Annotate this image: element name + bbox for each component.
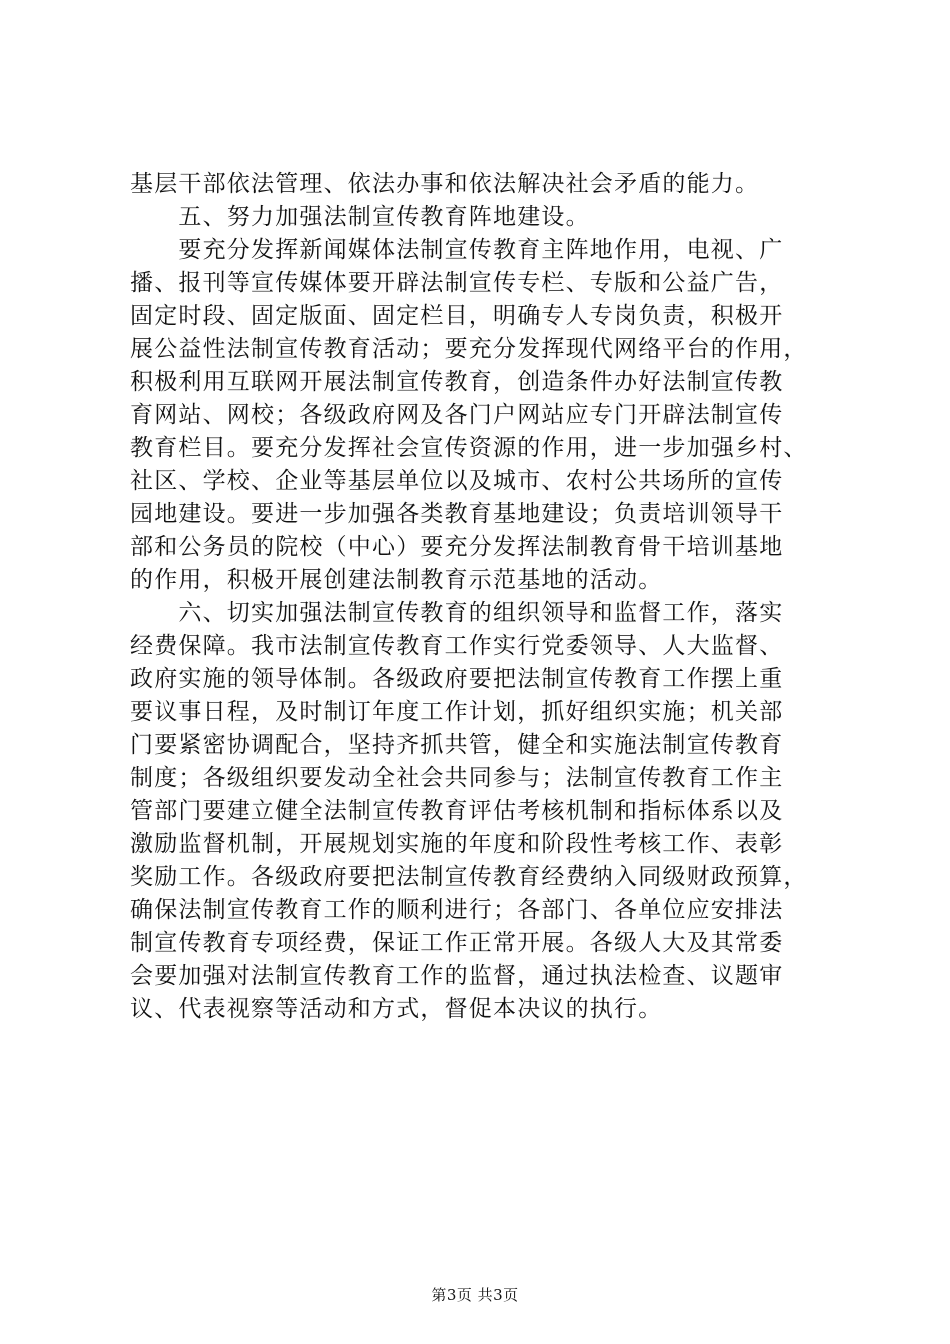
text-line: 园地建设。要进一步加强各类教育基地建设；负责培训领导干 (130, 501, 784, 527)
text-line: 展公益性法制宣传教育活动；要充分发挥现代网络平台的作用， (130, 336, 808, 362)
text-line: 要充分发挥新闻媒体法制宣传教育主阵地作用，电视、广 (130, 237, 784, 263)
text-line: 制度；各级组织要发动全社会共同参与；法制宣传教育工作主 (130, 765, 784, 791)
text-line: 教育栏目。要充分发挥社会宣传资源的作用，进一步加强乡村、 (130, 435, 808, 461)
text-line: 议、代表视察等活动和方式，督促本决议的执行。 (130, 996, 663, 1022)
text-line: 奖励工作。各级政府要把法制宣传教育经费纳入同级财政预算， (130, 864, 808, 890)
text-line: 部和公务员的院校（中心）要充分发挥法制教育骨干培训基地 (130, 534, 784, 560)
section-heading-6: 六、切实加强法制宣传教育的组织领导和监督工作，落实 (130, 600, 784, 626)
document-body (130, 168, 834, 1026)
text-line: 社区、学校、企业等基层单位以及城市、农村公共场所的宣传 (130, 468, 784, 494)
text-line: 经费保障。我市法制宣传教育工作实行党委领导、人大监督、 (130, 633, 784, 659)
text-line: 门要紧密协调配合，坚持齐抓共管，健全和实施法制宣传教育 (130, 732, 784, 758)
text-line: 积极利用互联网开展法制宣传教育，创造条件办好法制宣传教 (130, 369, 784, 395)
text-line: 播、报刊等宣传媒体要开辟法制宣传专栏、专版和公益广告， (130, 270, 784, 296)
text-line: 要议事日程，及时制订年度工作计划，抓好组织实施；机关部 (130, 699, 784, 725)
text-line: 政府实施的领导体制。各级政府要把法制宣传教育工作摆上重 (130, 666, 784, 692)
text-line: 会要加强对法制宣传教育工作的监督，通过执法检查、议题审 (130, 963, 784, 989)
text-line: 制宣传教育专项经费，保证工作正常开展。各级人大及其常委 (130, 930, 784, 956)
text-line: 固定时段、固定版面、固定栏目，明确专人专岗负责，积极开 (130, 303, 784, 329)
text-line: 育网站、网校；各级政府网及各门户网站应专门开辟法制宣传 (130, 402, 784, 428)
text-line: 激励监督机制，开展规划实施的年度和阶段性考核工作、表彰 (130, 831, 784, 857)
page-number-footer: 第3页 共3页 (431, 1286, 519, 1304)
section-heading-5: 五、努力加强法制宣传教育阵地建设。 (130, 204, 590, 230)
text-line: 确保法制宣传教育工作的顺利进行；各部门、各单位应安排法 (130, 897, 784, 923)
text-line: 管部门要建立健全法制宣传教育评估考核机制和指标体系以及 (130, 798, 784, 824)
text-line: 基层干部依法管理、依法办事和依法解决社会矛盾的能力。 (130, 171, 760, 197)
text-line: 的作用，积极开展创建法制教育示范基地的活动。 (130, 567, 663, 593)
